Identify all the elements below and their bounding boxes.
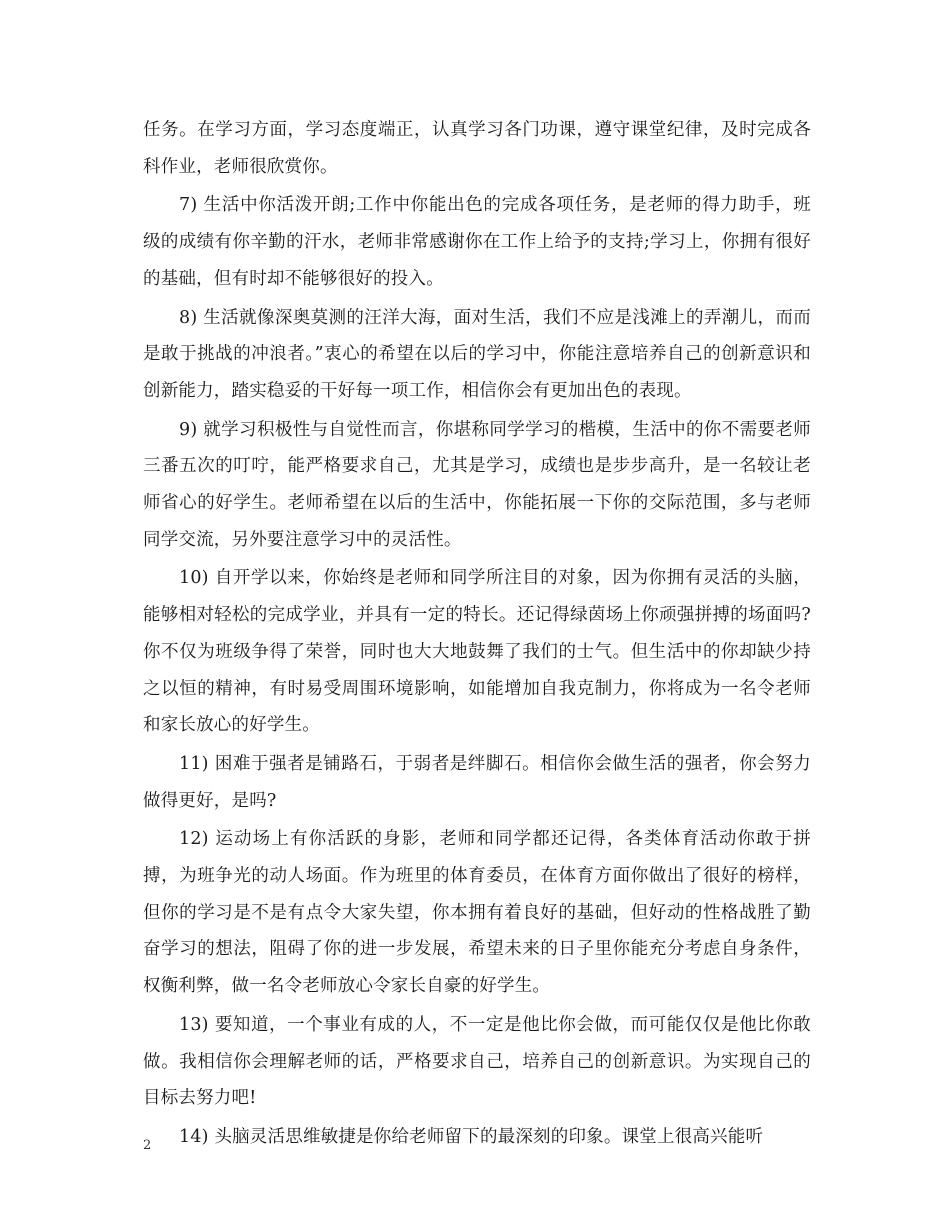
paragraph-item-12: 12) 运动场上有你活跃的身影，老师和同学都还记得，各类体育活动你敢于拼搏，为班争光的动人场面。作为班里的体育委员，在体育方面你做出了很好的榜样，但你的学习是不是有点令大家失望，你本拥有着良好的基础，但好动的性格战胜了勤奋学习的想法，阻碍了你的进一步发展，希望未来的日子里你能充分考虑自身条件，权衡利弊，做一名令老师放心令家长自豪的好学生。 [143, 829, 811, 997]
paragraph-item-14: 14) 头脑灵活思维敏捷是你给老师留下的最深刻的印象。课堂上很高兴能听 [179, 1126, 764, 1147]
paragraph-continuation: 任务。在学习方面，学习态度端正，认真学习各门功课，遵守课堂纪律，及时完成各科作业，老师很欣赏你。 [143, 120, 811, 177]
paragraph-item-11: 11) 困难于强者是铺路石，于弱者是绊脚石。相信你会做生活的强者，你会努力做得更好，是吗? [143, 753, 811, 811]
paragraph-item-13: 13) 要知道，一个事业有成的人，不一定是他比你会做，而可能仅仅是他比你敢做。我相信你会理解老师的话，严格要求自己，培养自己的创新意识。为实现自己的目标去努力吧! [143, 1014, 811, 1109]
page-number: 2 [143, 1138, 152, 1153]
paragraph-item-7: 7) 生活中你活泼开朗;工作中你能出色的完成各项任务，是老师的得力助手，班级的成绩有你辛勤的汗水，老师非常感谢你在工作上给予的支持;学习上，你拥有很好的基础，但有时却不能够很好的投入。 [143, 195, 811, 289]
paragraph-item-10: 10) 自开学以来，你始终是老师和同学所注目的对象，因为你拥有灵活的头脑，能够相对轻松的完成学业，并具有一定的特长。还记得绿茵场上你顽强拼搏的场面吗?你不仅为班级争得了荣誉，同时也大大地鼓舞了我们的士气。但生活中的你却缺少持之以恒的精神，有时易受周围环境影响，如能增加自我克制力，你将成为一名令老师和家长放心的好学生。 [143, 568, 811, 736]
document-body [143, 112, 811, 1158]
paragraph-item-9: 9) 就学习积极性与自觉性而言，你堪称同学学习的楷模，生活中的你不需要老师三番五次的叮咛，能严格要求自己，尤其是学习，成绩也是步步高升，是一名较让老师省心的好学生。老师希望在以后的生活中，你能拓展一下你的交际范围，多与老师同学交流，另外要注意学习中的灵活性。 [143, 419, 811, 550]
paragraph-item-8: 8) 生活就像深奥莫测的汪洋大海，面对生活，我们不应是浅滩上的弄潮儿，而而是敢于挑战的冲浪者。”衷心的希望在以后的学习中，你能注意培养自己的创新意识和创新能力，踏实稳妥的干好每一项工作，相信你会有更加出色的表现。 [143, 307, 811, 401]
